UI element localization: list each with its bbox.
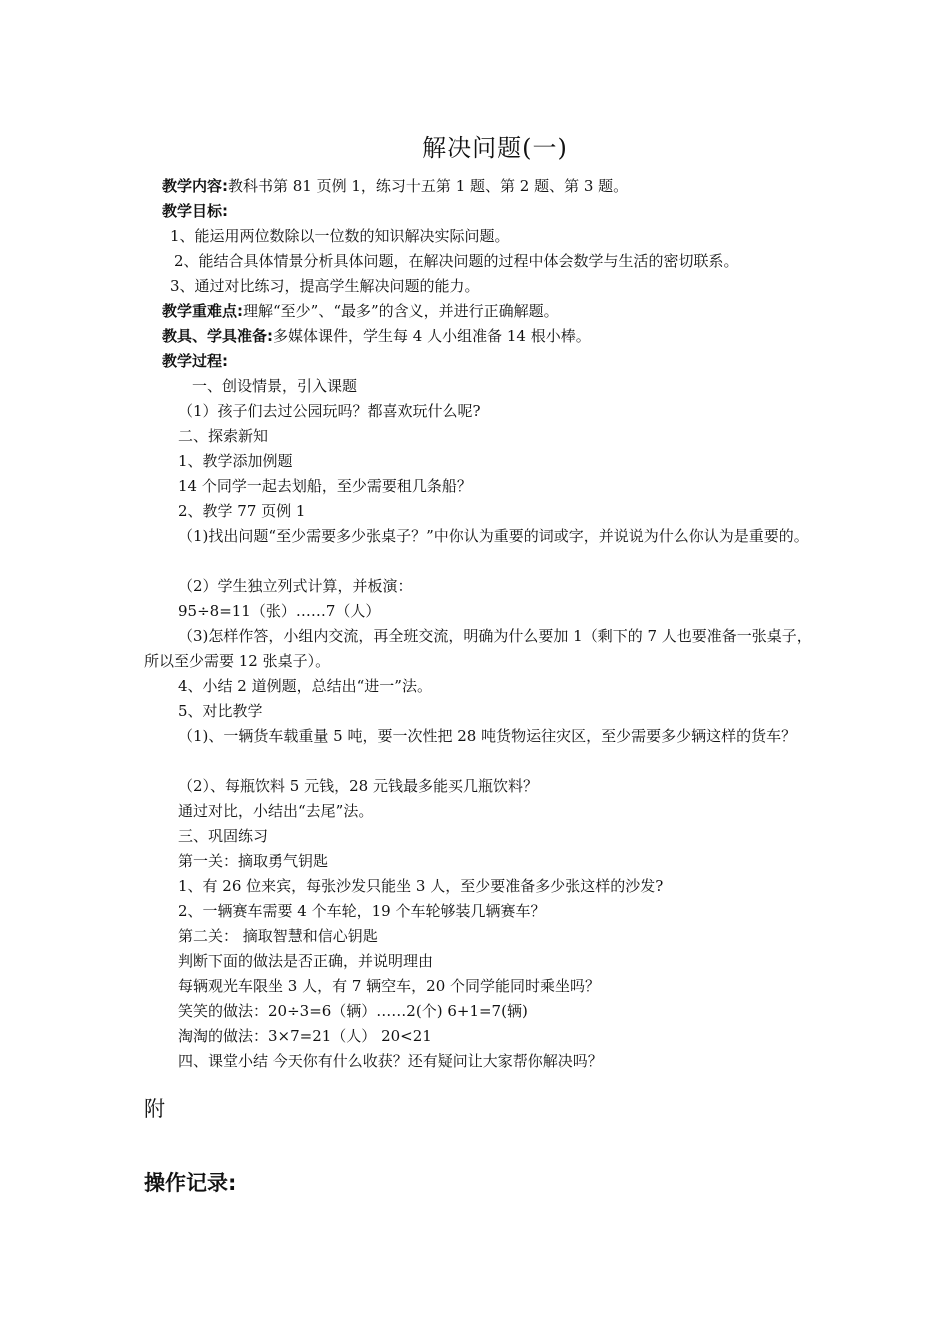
section-1-heading: 一、创设情景，引入课题 [192, 377, 358, 395]
content-label: 教学内容: [162, 177, 228, 195]
tools-label: 教具、学具准备: [162, 327, 273, 345]
section-3-level-2-problem: 每辆观光车限坐 3 人，有 7 辆空车，20 个同学能同时乘坐吗？ [178, 977, 601, 995]
goals-label: 教学目标: [162, 202, 228, 220]
content-line [162, 174, 628, 198]
section-2-item-5-summary: 通过对比，小结出“去尾”法。 [178, 802, 374, 820]
document-title: 解决问题(一) [422, 134, 568, 162]
goal-2: 2、能结合具体情景分析具体问题，在解决问题的过程中体会数学与生活的密切联系。 [174, 252, 739, 270]
goal-1: 1、能运用两位数除以一位数的知识解决实际问题。 [170, 227, 510, 245]
key-line [162, 299, 559, 323]
section-3-level-2: 第二关： 摘取智慧和信心钥匙 [178, 927, 378, 945]
section-2-item-2: 2、教学 77 页例 1 [178, 502, 306, 520]
content-text: 教科书第 81 页例 1，练习十五第 1 题、第 2 题、第 3 题。 [228, 177, 629, 195]
section-2-item-5: 5、对比教学 [178, 702, 263, 720]
tools-text: 多媒体课件，学生每 4 人小组准备 14 根小棒。 [273, 327, 591, 345]
section-3-level-1-q1: 1、有 26 位来宾，每张沙发只能坐 3 人，至少要准备多少张这样的沙发? [178, 877, 664, 895]
section-3-level-2-method-b: 淘淘的做法：3×7=21（人） 20<21 [178, 1027, 432, 1045]
section-2-item-5-compare-1: （1)、一辆货车载重量 5 吨，要一次性把 28 吨货物运往灾区，至少需要多少辆这样的货车？ [178, 727, 797, 745]
section-2-item-2-step-3: （3)怎样作答，小组内交流，再全班交流，明确为什么要加 1（剩下的 7 人也要准备一张桌子，所以至少需要 12 张桌子）。 [144, 627, 812, 670]
section-2-item-4: 4、小结 2 道例题，总结出“进一”法。 [178, 677, 432, 695]
process-label: 教学过程: [162, 352, 228, 370]
section-2-item-1-question: 14 个同学一起去划船，至少需要租几条船？ [178, 477, 472, 495]
section-3-level-2-method-a: 笑笑的做法：20÷3=6（辆）……2(个) 6+1=7(辆) [178, 1002, 528, 1020]
appendix-label: 附 [144, 1097, 165, 1121]
section-3-level-1: 第一关：摘取勇气钥匙 [178, 852, 329, 870]
operation-record-label: 操作记录: [144, 1171, 237, 1195]
section-2-item-2-calc: 95÷8=11（张）……7（人） [178, 602, 381, 620]
section-2-item-2-step-1: （1)找出问题“至少需要多少张桌子？”中你认为重要的词或字，并说说为什么你认为是重要的。 [178, 527, 809, 545]
section-2-item-1: 1、教学添加例题 [178, 452, 293, 470]
tools-line [162, 324, 591, 348]
section-3-level-1-q2: 2、一辆赛车需要 4 个车轮，19 个车轮够装几辆赛车？ [178, 902, 546, 920]
key-label: 教学重难点: [162, 302, 243, 320]
key-text: 理解“至少”、“最多”的含义，并进行正确解题。 [243, 302, 559, 320]
goal-3: 3、通过对比练习，提高学生解决问题的能力。 [170, 277, 480, 295]
section-2-item-5-compare-2: （2）、每瓶饮料 5 元钱，28 元钱最多能买几瓶饮料？ [178, 777, 538, 795]
section-3-level-2-instruction: 判断下面的做法是否正确，并说明理由 [178, 952, 434, 970]
section-4-heading: 四、课堂小结 今天你有什么收获？还有疑问让大家帮你解决吗？ [178, 1052, 603, 1070]
section-1-question: （1）孩子们去过公园玩吗？都喜欢玩什么呢? [178, 402, 481, 420]
section-2-item-2-step-2: （2）学生独立列式计算，并板演： [178, 577, 413, 595]
section-3-heading: 三、巩固练习 [178, 827, 269, 845]
section-2-heading: 二、探索新知 [178, 427, 269, 445]
